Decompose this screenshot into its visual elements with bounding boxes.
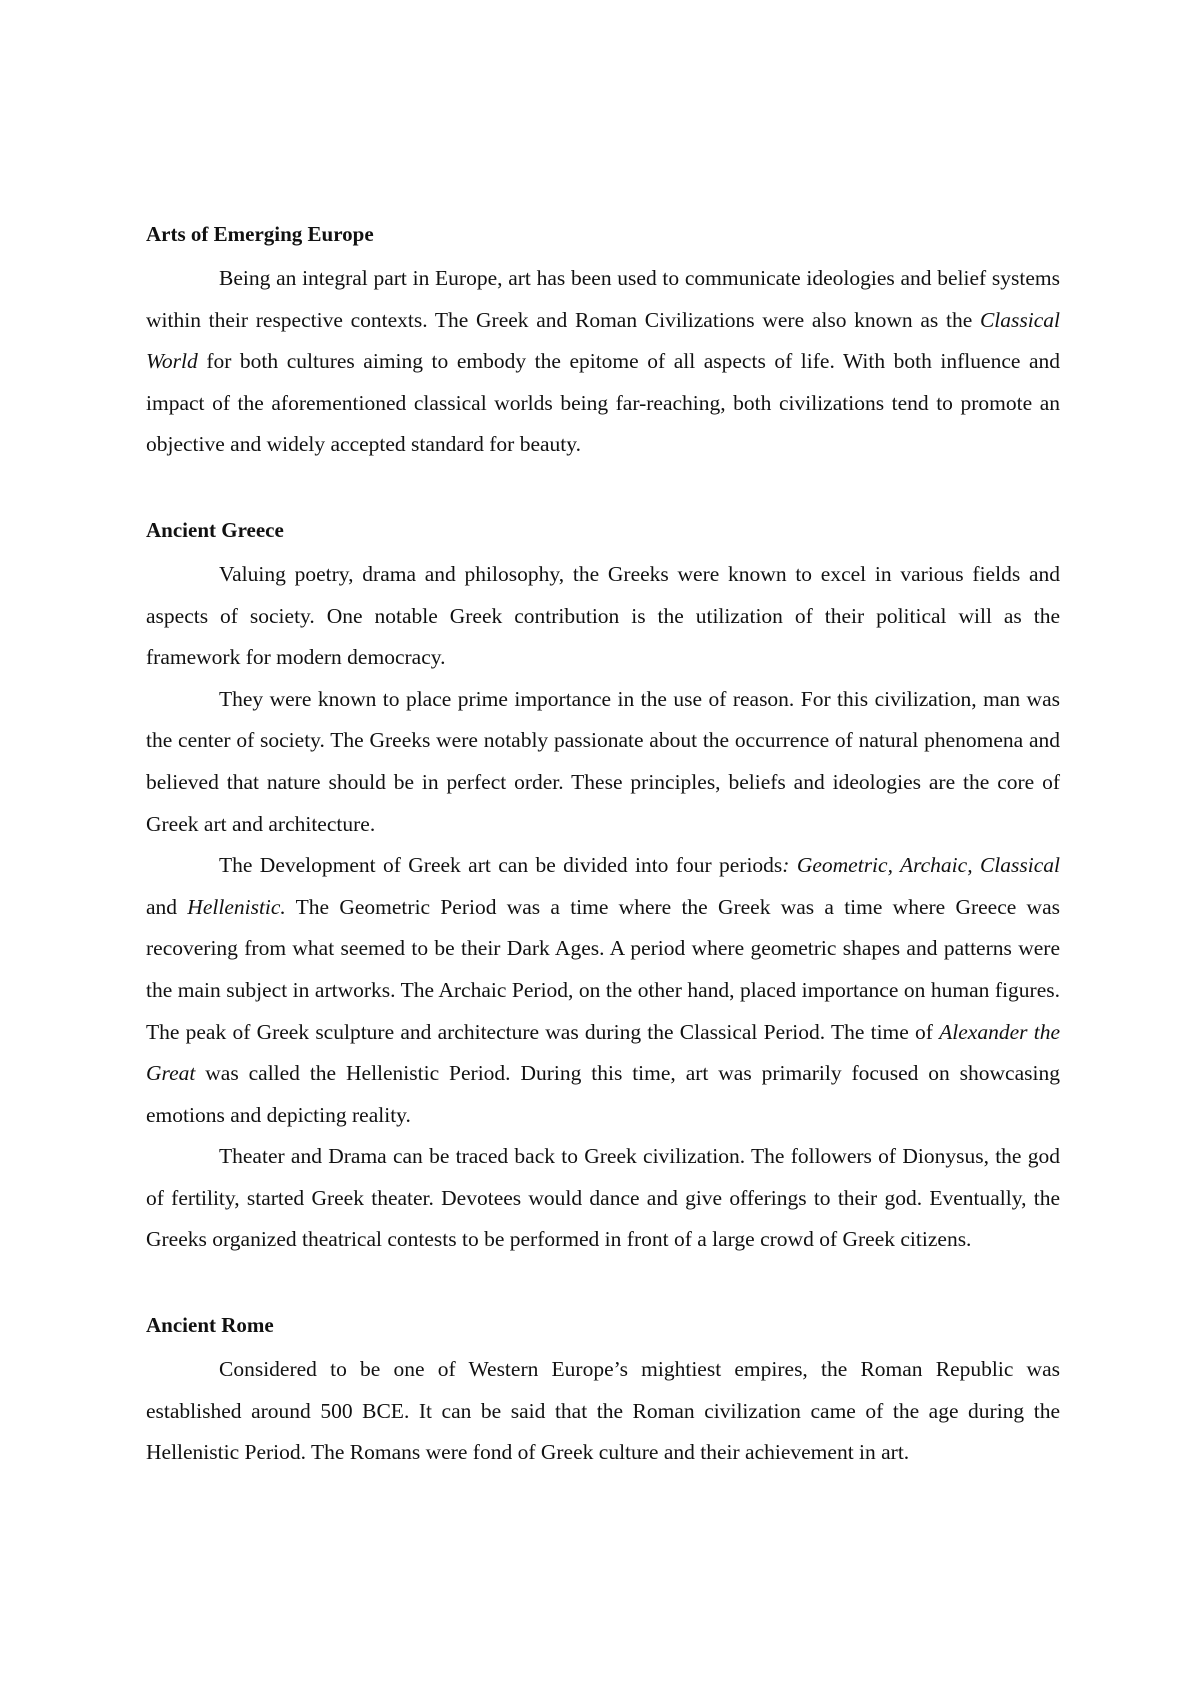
emphasis-text: Alexander the Great — [146, 1019, 1060, 1086]
paragraph: Theater and Drama can be traced back to Greek civilization. The followers of Dionysus, the god of fertility, started Greek theater. Devotees would dance and give offerings to their god. Eventually, the Greeks organized theatrical contests to be performed in front of a large crowd of Greek citizens. — [146, 1144, 1060, 1252]
section-heading: Ancient Rome — [146, 1313, 274, 1338]
paragraph: Considered to be one of Western Europe’s mightiest empires, the Roman Republic was established around 500 BCE. It can be said that the Roman civilization came of the age during the Hellenistic Period. The Romans were fond of Greek culture and their achievement in art. — [146, 1357, 1060, 1465]
emphasis-text: : Geometric, Archaic, Classical — [782, 853, 1060, 878]
paragraph: Being an integral part in Europe, art has been used to communicate ideologies and belief systems within their respective contexts. The Greek and Roman Civilizations were also known as the Classical World for both cultures aiming to embody the epitome of all aspects of life. With both influence and impact of the aforementioned classical worlds being far-reaching, both civilizations tend to promote an objective and widely accepted standard for beauty. — [146, 266, 1060, 457]
paragraph: The Development of Greek art can be divided into four periods: Geometric, Archaic, Classical and Hellenistic. The Geometric Period was a time where the Greek was a time where Greece was recovering from what seemed to be their Dark Ages. A period where geometric shapes and patterns were the main subject in artworks. The Archaic Period, on the other hand, placed importance on human figures. The peak of Greek sculpture and architecture was during the Classical Period. The time of Alexander the Great was called the Hellenistic Period. During this time, art was primarily focused on showcasing emotions and depicting reality. — [146, 853, 1060, 1127]
paragraph: They were known to place prime importance in the use of reason. For this civilization, man was the center of society. The Greeks were notably passionate about the occurrence of natural phenomena and believed that nature should be in perfect order. These principles, beliefs and ideologies are the core of Greek art and architecture. — [146, 686, 1060, 836]
document-body — [146, 218, 1060, 1474]
section-heading: Arts of Emerging Europe — [146, 222, 374, 246]
section-heading: Ancient Greece — [146, 517, 284, 542]
paragraph: Valuing poetry, drama and philosophy, the Greeks were known to excel in various fields and aspects of society. One notable Greek contribution is the utilization of their political will as the framework for modern democracy. — [146, 561, 1060, 670]
section-ancient-greece — [146, 514, 1060, 1261]
section-arts-of-emerging-europe — [146, 218, 1060, 466]
emphasis-text: Hellenistic. — [187, 894, 286, 919]
emphasis-text: Classical World — [146, 307, 1060, 374]
section-ancient-rome — [146, 1309, 1060, 1474]
